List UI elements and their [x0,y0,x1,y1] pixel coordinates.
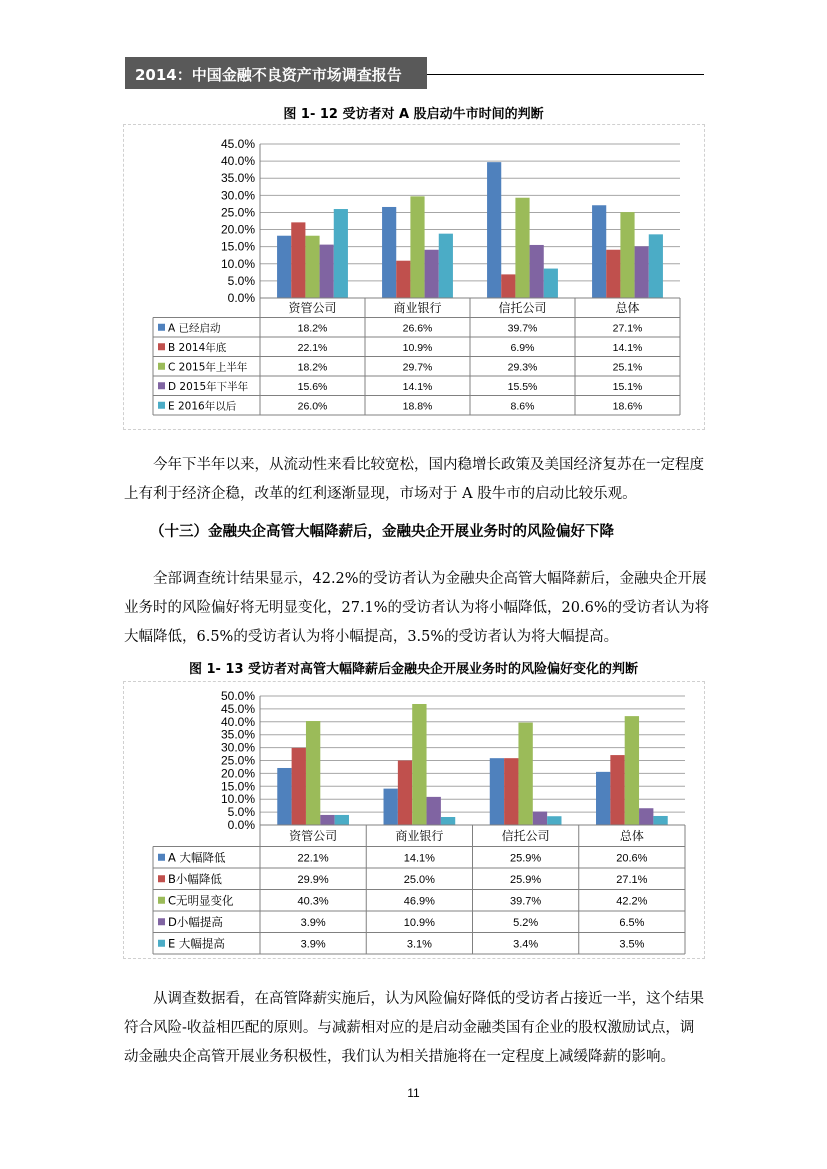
figure-1-13-svg [124,682,704,958]
legend-label: C 2015年上半年 [168,361,248,374]
legend-key [158,382,165,389]
x-category-label: 信托公司 [501,828,550,843]
legend-key [158,875,165,882]
data-label: 14.1% [403,852,435,865]
bar [518,723,532,825]
report-header-title: 2014：中国金融不良资产市场调查报告 [135,66,402,84]
bar [306,721,320,825]
x-category-label: 总体 [615,300,640,315]
data-label: 25.9% [510,873,542,886]
y-tick-label: 15.0% [220,779,255,794]
bar [384,789,398,825]
bar [635,246,649,298]
bar [292,748,306,825]
data-label: 40.3% [297,895,329,908]
legend-label: A 已经启动 [168,322,221,335]
x-category-label: 商业银行 [395,828,444,843]
legend-key [158,940,165,947]
paragraph-line: 动金融央企高管开展业务积极性，我们认为相关措施将在一定程度上减缓降薪的影响。 [124,1049,675,1065]
x-category-label: 信托公司 [498,300,547,315]
data-label: 25.9% [510,852,542,865]
bar [291,222,305,298]
data-label: 18.6% [612,400,643,413]
x-category-label: 总体 [619,828,644,843]
legend-key [158,918,165,925]
bar [639,808,653,825]
legend-label: E 2016年以后 [168,400,237,413]
y-tick-label: 30.0% [220,188,255,203]
y-tick-label: 45.0% [220,137,255,151]
legend-key [158,897,165,904]
y-tick-label: 45.0% [220,701,255,716]
bar [592,205,606,298]
bar [320,245,334,298]
paragraph-line: 上有利于经济企稳，改革的红利逐渐显现，市场对于 A 股牛市的启动比较乐观。 [124,486,637,502]
section-13-heading: （十三）金融央企高管大幅降薪后，金融央企开展业务时的风险偏好下降 [150,524,614,540]
data-label: 5.2% [513,916,539,929]
x-category-label: 资管公司 [289,828,338,843]
bar [334,209,348,298]
data-label: 18.8% [402,400,433,413]
bar [649,234,663,298]
paragraph-line: 业务时的风险偏好将无明显变化，27.1%的受访者认为将小幅降低，20.6%的受访者认为将 [124,600,710,616]
data-label: 3.9% [300,938,326,951]
y-tick-label: 35.0% [220,171,255,186]
bar [277,768,291,825]
y-tick-label: 0.0% [227,818,255,832]
legend-label: D小幅提高 [168,914,223,929]
page-number: 11 [407,1086,420,1100]
bar [425,250,439,298]
legend-label: B小幅降低 [168,871,222,886]
data-label: 29.3% [507,361,538,374]
data-label: 39.7% [507,322,538,335]
bar [412,704,426,825]
bar [625,716,639,825]
bar [533,812,547,825]
legend-label: E 大幅提高 [168,936,225,951]
bar [530,245,544,298]
data-label: 20.6% [616,852,648,865]
data-label: 10.9% [402,341,433,354]
y-tick-label: 35.0% [220,727,255,742]
paragraph-line: 符合风险-收益相匹配的原则。与减薪相对应的是启动金融类国有企业的股权激励试点，调 [124,1020,695,1036]
bar [596,772,610,825]
y-tick-label: 20.0% [220,222,255,237]
legend-key [158,363,165,370]
data-label: 46.9% [403,895,435,908]
bar [410,196,424,298]
bar [547,816,561,825]
x-category-label: 商业银行 [393,300,442,315]
bar [439,234,453,298]
y-tick-label: 0.0% [227,291,255,305]
data-label: 3.4% [513,938,539,951]
y-tick-label: 5.0% [227,273,255,288]
data-label: 15.1% [612,380,643,393]
bar [504,758,518,825]
y-tick-label: 15.0% [220,239,255,254]
figure-1-12-title: 图 1- 12 受访者对 A 股启动牛市时间的判断 [283,107,544,122]
bar [305,236,319,298]
data-label: 3.1% [406,938,432,951]
y-tick-label: 10.0% [220,256,255,271]
paragraph-line: 今年下半年以来，从流动性来看比较宽松，国内稳增长政策及美国经济复苏在一定程度 [153,457,704,473]
data-label: 15.6% [297,380,328,393]
data-label: 27.1% [616,873,648,886]
x-category-label: 资管公司 [288,300,337,315]
figure-1-13-title: 图 1- 13 受访者对高管大幅降薪后金融央企开展业务时的风险偏好变化的判断 [188,662,639,677]
figure-1-13-chart [123,681,705,959]
data-label: 42.2% [616,895,648,908]
data-label: 18.2% [297,361,328,374]
bar [653,816,667,825]
data-label: 25.0% [403,873,435,886]
paragraph-liquidity [124,451,706,509]
data-label: 29.9% [297,873,329,886]
data-label: 14.1% [402,380,433,393]
bar [427,797,441,825]
bar [277,236,291,298]
y-tick-label: 40.0% [220,154,255,169]
legend-key [158,324,165,331]
data-label: 18.2% [297,322,328,335]
legend-label: B 2014年底 [168,341,227,354]
bar [320,815,334,825]
figure-1-12-svg [124,125,704,429]
y-tick-label: 30.0% [220,740,255,755]
header-rule [427,74,704,75]
paragraph-line: 全部调查统计结果显示，42.2%的受访者认为金融央企高管大幅降薪后，金融央企开展 [153,571,707,587]
legend-key [158,343,165,350]
y-tick-label: 40.0% [220,714,255,729]
bar [382,207,396,298]
y-tick-label: 25.0% [220,753,255,768]
data-label: 29.7% [402,361,433,374]
legend-label: D 2015年下半年 [168,380,249,393]
bar [515,198,529,298]
bar [487,162,501,298]
y-tick-label: 20.0% [220,766,255,781]
y-tick-label: 5.0% [227,805,255,820]
bar [620,212,634,298]
data-label: 25.1% [612,361,643,374]
bar [396,261,410,298]
data-label: 27.1% [612,322,643,335]
paragraph-line: 从调查数据看，在高管降薪实施后，认为风险偏好降低的受访者占接近一半，这个结果 [153,991,704,1007]
data-label: 3.5% [619,938,645,951]
data-label: 26.6% [402,322,433,335]
data-label: 22.1% [297,852,329,865]
data-label: 6.9% [510,341,535,354]
bar [335,815,349,825]
legend-label: A 大幅降低 [168,850,226,865]
bar [606,250,620,298]
y-tick-label: 25.0% [220,205,255,220]
bar [544,269,558,298]
data-label: 6.5% [619,916,645,929]
data-label: 14.1% [612,341,643,354]
bar [490,758,504,825]
figure-1-12-chart [123,124,705,430]
y-tick-label: 50.0% [220,689,255,703]
data-label: 22.1% [297,341,328,354]
bar [501,274,515,298]
legend-label: C无明显变化 [168,893,234,908]
data-label: 3.9% [300,916,326,929]
data-label: 39.7% [510,895,542,908]
data-label: 15.5% [507,380,538,393]
data-label: 26.0% [297,400,328,413]
paragraph-survey-results [124,565,710,652]
legend-key [158,854,165,861]
paragraph-line: 大幅降低，6.5%的受访者认为将小幅提高，3.5%的受访者认为将大幅提高。 [124,629,619,645]
paragraph-conclusion [124,985,706,1072]
data-label: 10.9% [403,916,435,929]
legend-key [158,402,165,409]
y-tick-label: 10.0% [220,792,255,807]
data-label: 8.6% [510,400,535,413]
bar [441,817,455,825]
bar [610,755,624,825]
bar [398,761,412,826]
